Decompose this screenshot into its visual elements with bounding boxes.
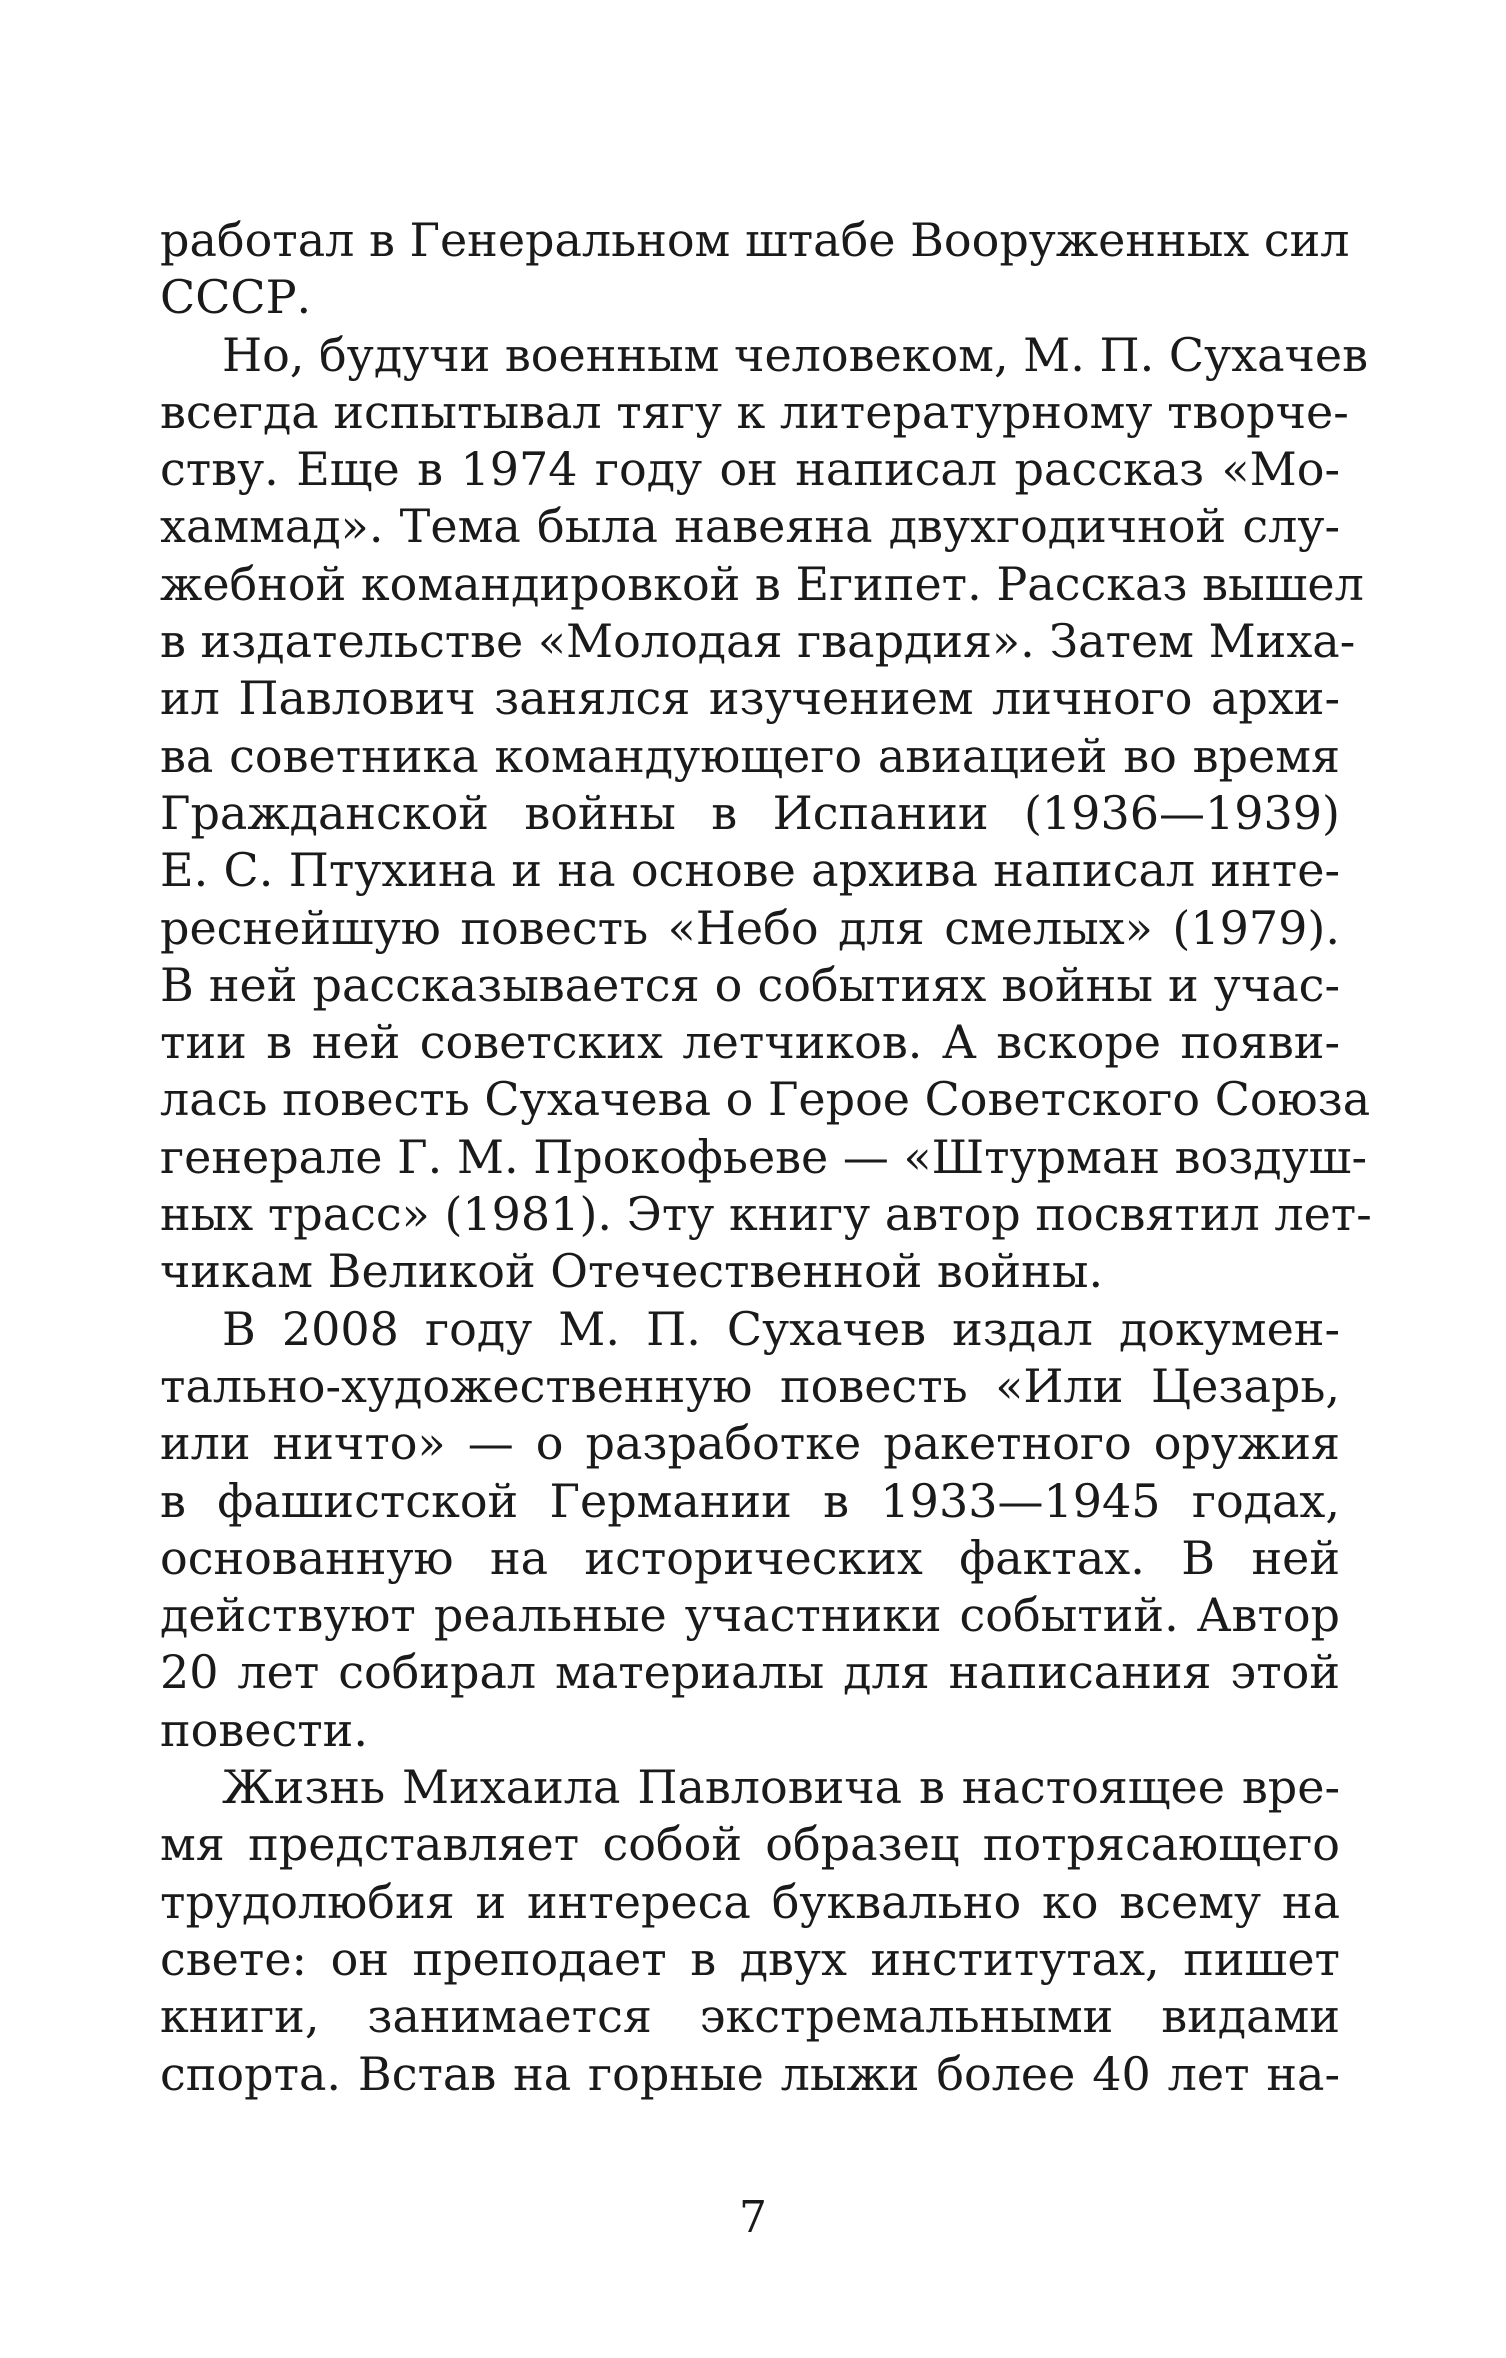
text-line: хаммад». Тема была навеяна двухгодичной слу- (160, 499, 1340, 554)
text-line: В ней рассказывается о событиях войны и учас- (160, 957, 1340, 1012)
text-line: работал в Генеральном штабе Вооруженных сил (160, 213, 1350, 267)
text-line: в фашистской Германии в 1933—1945 годах, (160, 1473, 1340, 1528)
text-line: тально-художественную повесть «Или Цезарь, (160, 1358, 1340, 1413)
text-line: реснейшую повесть «Небо для смелых» (1979). (160, 900, 1340, 955)
paragraph-first-line: Но, будучи военным человеком, М. П. Сухачев (222, 327, 1369, 382)
text-line: генерале Г. М. Прокофьеве — «Штурман воздуш- (160, 1129, 1367, 1184)
text-line: ству. Еще в 1974 году он написал рассказ «Мо- (160, 442, 1340, 497)
text-line: тии в ней советских летчиков. А вскоре появи- (160, 1015, 1340, 1070)
text-line: жебной командировкой в Египет. Рассказ вышел (160, 556, 1364, 611)
text-line: повести. (160, 1702, 368, 1757)
text-line: в издательстве «Молодая гвардия». Затем Миха- (160, 614, 1356, 669)
text-line: СССР. (160, 270, 312, 325)
text-line: ва советника командующего авиацией во время (160, 728, 1340, 783)
text-line: чикам Великой Отечественной войны. (160, 1244, 1104, 1299)
body-text (160, 212, 1372, 2103)
paragraph-first-line: В 2008 году М. П. Сухачев издал докумен- (222, 1301, 1340, 1356)
text-line: действуют реальные участники событий. Автор (160, 1588, 1340, 1643)
text-line: ил Павлович занялся изучением личного архи- (160, 671, 1340, 726)
text-line: Е. С. Птухина и на основе архива написал инте- (160, 843, 1340, 898)
text-line: книги, занимается экстремальными видами (160, 1989, 1340, 2044)
text-line: 20 лет собирал материалы для написания этой (160, 1645, 1340, 1700)
text-line: всегда испытывал тягу к литературному творче- (160, 384, 1349, 439)
text-line: спорта. Встав на горные лыжи более 40 лет на- (160, 2046, 1340, 2101)
text-line: ных трасс» (1981). Эту книгу автор посвятил лет- (160, 1187, 1372, 1242)
paragraph-first-line: Жизнь Михаила Павловича в настоящее вре- (222, 1760, 1340, 1815)
text-line: свете: он преподает в двух институтах, пишет (160, 1931, 1340, 1986)
text-line: мя представляет собой образец потрясающего (160, 1817, 1340, 1872)
page-number: 7 (739, 2192, 767, 2243)
text-line: Гражданской войны в Испании (1936—1939) (160, 785, 1340, 840)
text-line: основанную на исторических фактах. В ней (160, 1530, 1340, 1585)
text-line: трудолюбия и интереса буквально ко всему на (160, 1874, 1340, 1929)
text-line: лась повесть Сухачева о Герое Советского Союза (160, 1072, 1371, 1127)
text-line: или ничто» — о разработке ракетного оружия (160, 1416, 1340, 1471)
